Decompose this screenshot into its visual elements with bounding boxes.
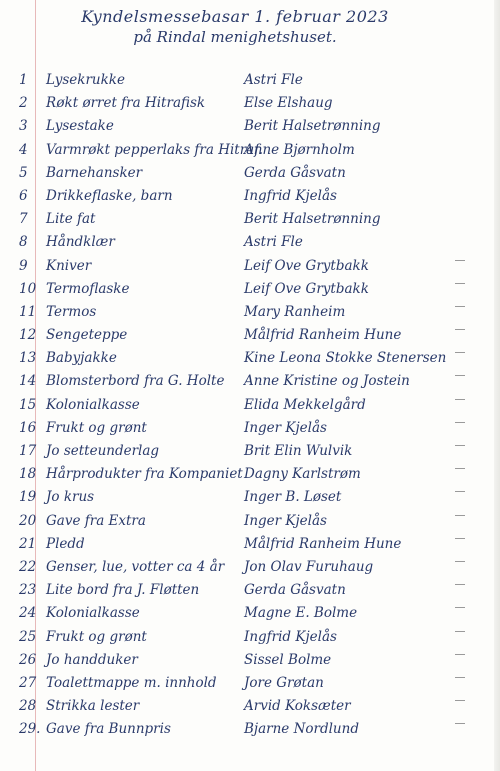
ruled-line-tick [455, 491, 465, 492]
donation-list [0, 70, 500, 742]
item-name: Drikkeflaske, barn [46, 187, 173, 204]
donor-name: Kine Leona Stokke Stenersen [244, 350, 447, 367]
page-title: Kyndelsmessebasar 1. februar 2023 [81, 7, 389, 26]
page-subtitle: på Rindal menighetshuset. [133, 28, 337, 46]
item-number: 5 [19, 164, 28, 181]
item-number: 1 [19, 72, 28, 88]
list-item [0, 70, 500, 93]
ruled-line-tick [455, 422, 465, 423]
list-item [0, 441, 500, 464]
donor-name: Leif Ove Grytbakk [244, 280, 369, 297]
list-item [0, 650, 500, 673]
donor-name: Brit Elin Wulvik [244, 443, 353, 459]
ruled-line-tick [455, 677, 465, 678]
list-item [0, 116, 500, 139]
list-item [0, 186, 500, 209]
donor-name: Sissel Bolme [244, 651, 332, 668]
donor-name: Ingfrid Kjelås [244, 187, 337, 204]
item-name: Blomsterbord fra G. Holte [46, 373, 225, 390]
item-name: Jo setteunderlag [46, 443, 160, 459]
list-item [0, 557, 500, 580]
list-item [0, 279, 500, 302]
item-number: 17 [19, 443, 37, 459]
item-number: 9 [19, 257, 28, 274]
ruled-line-tick [455, 375, 465, 376]
list-item [0, 603, 500, 626]
list-item [0, 487, 500, 510]
donor-name: Inger B. Løset [244, 489, 342, 506]
item-name: Lysestake [46, 118, 114, 135]
ruled-line-tick [455, 700, 465, 701]
donor-name: Elida Mekkelgård [244, 396, 366, 413]
item-name: Sengeteppe [46, 327, 128, 344]
list-item [0, 464, 500, 487]
item-number: 26 [19, 651, 37, 668]
item-name: Toalettmappe m. innhold [46, 674, 217, 691]
ruled-line-tick [455, 283, 465, 284]
ruled-line-tick [455, 631, 465, 632]
item-name: Jo krus [46, 489, 95, 506]
donor-name: Dagny Karlstrøm [244, 466, 361, 483]
donor-name: Anne Kristine og Jostein [244, 373, 410, 390]
list-item [0, 627, 500, 650]
ruled-line-tick [455, 561, 465, 562]
item-name: Babyjakke [46, 350, 117, 367]
item-number: 16 [19, 419, 37, 436]
item-number: 8 [19, 234, 28, 251]
item-name: Gave fra Extra [46, 512, 146, 529]
ruled-line-tick [455, 352, 465, 353]
list-item [0, 696, 500, 719]
item-name: Lite fat [46, 211, 96, 228]
list-item [0, 534, 500, 557]
list-item [0, 93, 500, 116]
donor-name: Inger Kjelås [244, 419, 327, 436]
item-number: 13 [19, 350, 37, 367]
list-item [0, 163, 500, 186]
item-number: 7 [19, 211, 28, 228]
ruled-line-tick [455, 329, 465, 330]
item-number: 29. [19, 721, 41, 738]
donor-name: Målfrid Ranheim Hune [244, 535, 402, 552]
item-name: Jo handduker [46, 651, 138, 668]
item-name: Genser, lue, votter ca 4 år [46, 558, 225, 575]
item-number: 10 [19, 280, 37, 297]
ruled-line-tick [455, 260, 465, 261]
item-name: Kniver [46, 257, 92, 274]
donor-name: Inger Kjelås [244, 512, 327, 529]
item-number: 15 [19, 396, 37, 413]
list-item [0, 395, 500, 418]
item-number: 3 [19, 118, 28, 135]
item-number: 22 [19, 558, 37, 575]
item-name: Kolonialkasse [46, 396, 140, 413]
item-number: 25 [19, 628, 37, 645]
item-name: Håndklær [46, 234, 115, 251]
item-number: 23 [19, 582, 37, 599]
list-item [0, 209, 500, 232]
ruled-line-tick [455, 306, 465, 307]
item-name: Frukt og grønt [46, 628, 147, 645]
item-name: Lite bord fra J. Fløtten [46, 582, 200, 599]
item-number: 28 [19, 698, 37, 715]
list-item [0, 511, 500, 534]
item-number: 19 [19, 489, 37, 506]
item-number: 24 [19, 605, 37, 622]
ruled-line-tick [455, 515, 465, 516]
donor-name: Målfrid Ranheim Hune [244, 327, 402, 344]
item-name: Lysekrukke [46, 72, 125, 88]
item-number: 14 [19, 373, 37, 390]
item-name: Kolonialkasse [46, 605, 140, 622]
ruled-line-tick [455, 399, 465, 400]
list-item [0, 719, 500, 742]
item-number: 20 [19, 512, 37, 529]
item-number: 2 [19, 95, 28, 112]
list-item [0, 348, 500, 371]
donor-name: Jore Grøtan [244, 674, 324, 691]
item-name: Hårprodukter fra Kompaniet [46, 466, 243, 483]
donor-name: Else Elshaug [244, 95, 333, 112]
donor-name: Berit Halsetrønning [244, 211, 381, 228]
item-number: 6 [19, 187, 28, 204]
item-name: Barnehansker [46, 164, 143, 181]
list-item [0, 256, 500, 279]
item-name: Varmrøkt pepperlaks fra Hitraf. [46, 141, 264, 158]
ruled-line-tick [455, 468, 465, 469]
item-number: 18 [19, 466, 37, 483]
ruled-line-tick [455, 538, 465, 539]
ruled-line-tick [455, 445, 465, 446]
list-item [0, 325, 500, 348]
donor-name: Mary Ranheim [244, 303, 346, 320]
donor-name: Bjarne Nordlund [244, 721, 359, 738]
donor-name: Gerda Gåsvatn [244, 582, 346, 599]
item-number: 27 [19, 674, 37, 691]
list-item [0, 371, 500, 394]
item-number: 4 [19, 141, 28, 158]
donor-name: Leif Ove Grytbakk [244, 257, 369, 274]
item-name: Røkt ørret fra Hitrafisk [46, 95, 206, 112]
item-name: Frukt og grønt [46, 419, 147, 436]
ruled-line-tick [455, 654, 465, 655]
item-name: Termoflaske [46, 280, 130, 297]
donor-name: Arvid Koksæter [244, 698, 351, 715]
item-name: Strikka lester [46, 698, 140, 715]
donor-name: Anne Bjørnholm [244, 141, 355, 158]
donor-name: Berit Halsetrønning [244, 118, 381, 135]
item-name: Termos [46, 303, 97, 320]
ruled-line-tick [455, 607, 465, 608]
ruled-line-tick [455, 584, 465, 585]
item-number: 12 [19, 327, 37, 344]
list-item [0, 673, 500, 696]
item-name: Gave fra Bunnpris [46, 721, 171, 738]
item-name: Pledd [46, 535, 85, 552]
item-number: 21 [19, 535, 37, 552]
list-item [0, 418, 500, 441]
list-item [0, 302, 500, 325]
donor-name: Magne E. Bolme [244, 605, 358, 622]
item-number: 11 [19, 303, 37, 320]
ruled-line-tick [455, 723, 465, 724]
donor-name: Astri Fle [244, 72, 303, 88]
donor-name: Jon Olav Furuhaug [244, 558, 374, 575]
donor-name: Gerda Gåsvatn [244, 164, 346, 181]
list-item [0, 580, 500, 603]
list-item [0, 232, 500, 255]
donor-name: Ingfrid Kjelås [244, 628, 337, 645]
donor-name: Astri Fle [244, 234, 303, 251]
list-item [0, 140, 500, 163]
